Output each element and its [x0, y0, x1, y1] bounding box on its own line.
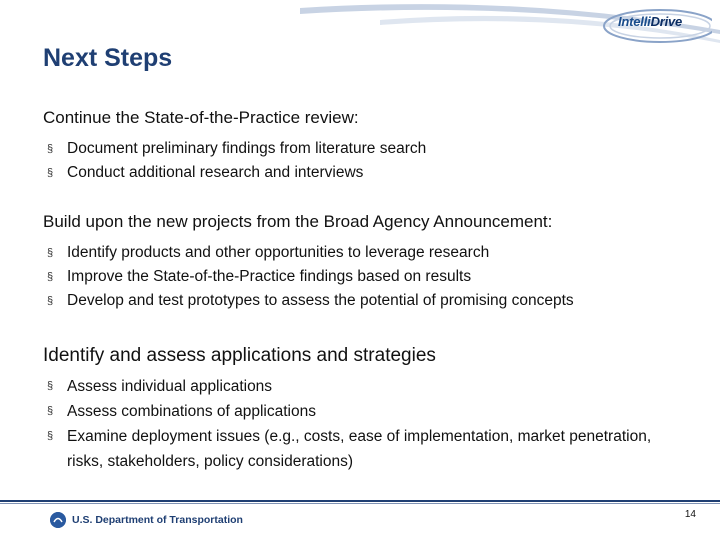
section-heading: Continue the State-of-the-Practice review:: [43, 108, 359, 127]
bullet-text: Develop and test prototypes to assess the potential of promising concepts: [67, 292, 574, 309]
section-broad-agency: [43, 212, 700, 313]
bullet-marker: §: [47, 380, 54, 392]
bullet-text: Assess combinations of applications: [67, 403, 316, 420]
section-heading: Identify and assess applications and strategies: [43, 345, 436, 366]
bullet-text: Improve the State-of-the-Practice findings based on results: [67, 268, 472, 285]
list-item: [46, 399, 700, 424]
bullet-list: [46, 374, 700, 474]
list-item: [46, 265, 700, 289]
bullet-marker: §: [47, 143, 54, 155]
dot-seal-icon: [50, 512, 66, 528]
bullet-marker: §: [47, 247, 54, 259]
section-state-of-practice: [43, 108, 700, 185]
page-title: Next Steps: [43, 44, 173, 72]
list-item: [46, 374, 700, 399]
bullet-list: [46, 137, 700, 185]
logo-wordmark: IntelliDrive: [618, 14, 683, 29]
footer-department: U.S. Department of Transportation: [72, 514, 243, 526]
bullet-marker: §: [47, 271, 54, 283]
bullet-text: Assess individual applications: [67, 378, 273, 395]
list-item: [46, 289, 700, 313]
section-applications-strategies: [43, 345, 700, 474]
page-number: 14: [684, 509, 696, 520]
list-item: [46, 241, 700, 265]
bullet-text: Document preliminary findings from literature search: [67, 140, 427, 157]
bullet-marker: §: [47, 295, 54, 307]
bullet-marker: §: [47, 167, 54, 179]
bullet-marker: §: [47, 405, 54, 417]
section-heading: Build upon the new projects from the Broad Agency Announcement:: [43, 212, 553, 231]
list-item: [46, 137, 700, 161]
bullet-text: Identify products and other opportunities to leverage research: [67, 244, 490, 261]
footer-rule-secondary: [0, 503, 720, 504]
bullet-marker: §: [47, 430, 54, 442]
bullet-text: Examine deployment issues (e.g., costs, ease of implementation, market penetration, risks, stakeholders, policy considerations): [67, 428, 652, 470]
list-item: [46, 161, 700, 185]
bullet-list: [46, 241, 700, 313]
list-item: [46, 424, 667, 474]
intellidrive-logo: [592, 4, 712, 44]
footer-rule: [0, 500, 720, 502]
bullet-text: Conduct additional research and interviews: [67, 164, 364, 181]
